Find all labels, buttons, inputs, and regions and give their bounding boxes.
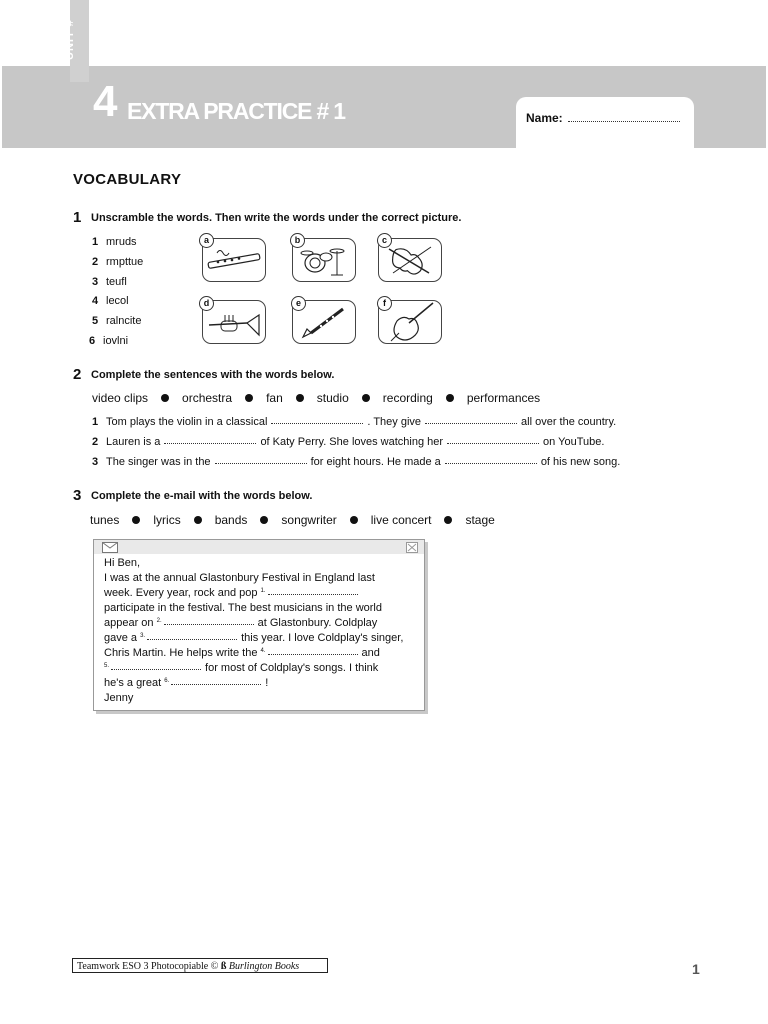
- exercise-3-number: 3: [73, 487, 82, 504]
- email-line: Chris Martin. He helps write the $^{4.}$ and: [104, 647, 380, 659]
- picture-label-c: c: [377, 233, 392, 248]
- unit-label: UNIT #: [64, 19, 76, 60]
- word-bank-item: live concert: [370, 513, 432, 527]
- bullet-icon: [350, 516, 358, 524]
- list-item: 4 lecol: [92, 295, 129, 307]
- email-line: week. Every year, rock and pop $^{1.}$: [104, 587, 362, 599]
- email-line: I was at the annual Glastonbury Festival in England last: [104, 572, 375, 584]
- email-line: he's a great $^{6.}$ !: [104, 677, 269, 689]
- answer-blank[interactable]: [268, 594, 358, 595]
- word-bank-item: tunes: [90, 513, 120, 527]
- exercise-3-instruction: Complete the e-mail with the words below.: [91, 490, 313, 502]
- picture-label-e: e: [291, 296, 306, 311]
- answer-blank[interactable]: [271, 423, 363, 424]
- answer-blank[interactable]: [215, 463, 307, 464]
- email-line: participate in the festival. The best musicians in the world: [104, 602, 382, 614]
- answer-blank[interactable]: [171, 684, 261, 685]
- bullet-icon: [362, 394, 370, 402]
- word-bank-item: orchestra: [182, 391, 233, 405]
- exercise-2-number: 2: [73, 366, 82, 383]
- exercise-1-number: 1: [73, 209, 82, 226]
- email-title-bar: [94, 540, 424, 554]
- word-bank-2: [92, 391, 540, 405]
- list-item: 5 ralncite: [92, 315, 142, 327]
- sentence: 3 The singer was in the for eight hours. He made a of his new song.: [92, 456, 621, 468]
- page-title: EXTRA PRACTICE # 1: [127, 98, 345, 124]
- email-line: gave a $^{3.}$ this year. I love Coldplay's singer,: [104, 632, 404, 644]
- picture-label-a: a: [199, 233, 214, 248]
- word-bank-item: studio: [316, 391, 349, 405]
- bullet-icon: [161, 394, 169, 402]
- answer-blank[interactable]: [447, 443, 539, 444]
- bullet-icon: [245, 394, 253, 402]
- word-bank-item: songwriter: [281, 513, 337, 527]
- burlington-logo-icon: ß: [220, 961, 227, 972]
- answer-blank[interactable]: [445, 463, 537, 464]
- word-bank-item: stage: [465, 513, 495, 527]
- name-field[interactable]: [568, 121, 680, 122]
- email-line: appear on $^{2.}$ at Glastonbury. Coldplay: [104, 617, 378, 629]
- word-bank-item: fan: [266, 391, 283, 405]
- section-title: VOCABULARY: [73, 171, 182, 188]
- list-item: 6 iovlni: [89, 335, 129, 347]
- email-signoff: Jenny: [104, 692, 134, 704]
- picture-label-d: d: [199, 296, 214, 311]
- word-bank-item: lyrics: [153, 513, 181, 527]
- close-icon[interactable]: [406, 542, 418, 553]
- bullet-icon: [446, 394, 454, 402]
- name-label: Name:: [526, 111, 563, 125]
- email-window: [93, 539, 425, 711]
- page-number: 1: [692, 961, 700, 977]
- bullet-icon: [444, 516, 452, 524]
- sentence: 2 Lauren is a of Katy Perry. She loves watching her on YouTube.: [92, 436, 605, 448]
- answer-blank[interactable]: [164, 624, 254, 625]
- answer-blank[interactable]: [147, 639, 237, 640]
- unit-number: 4: [93, 77, 118, 126]
- list-item: 3 teufl: [92, 276, 127, 288]
- footer-credit: Teamwork ESO 3 Photocopiable © ß Burlington Books: [72, 958, 328, 973]
- answer-blank[interactable]: [425, 423, 517, 424]
- answer-blank[interactable]: [268, 654, 358, 655]
- email-line: $^{5.}$ for most of Coldplay's songs. I think: [104, 662, 379, 674]
- sentence: 1 Tom plays the violin in a classical . They give all over the country.: [92, 416, 617, 428]
- picture-label-f: f: [377, 296, 392, 311]
- bullet-icon: [194, 516, 202, 524]
- flute-icon: [203, 239, 265, 281]
- answer-blank[interactable]: [111, 669, 201, 670]
- exercise-1-instruction: Unscramble the words. Then write the words under the correct picture.: [91, 212, 462, 224]
- word-bank-item: recording: [382, 391, 433, 405]
- bullet-icon: [296, 394, 304, 402]
- list-item: 1 mruds: [92, 236, 137, 248]
- list-item: 2 rmpttue: [92, 256, 144, 268]
- word-bank-item: bands: [214, 513, 248, 527]
- bullet-icon: [132, 516, 140, 524]
- word-bank-3: [90, 513, 495, 527]
- word-bank-item: video clips: [92, 391, 149, 405]
- bullet-icon: [260, 516, 268, 524]
- answer-blank[interactable]: [164, 443, 256, 444]
- word-bank-item: performances: [466, 391, 541, 405]
- picture-label-b: b: [290, 233, 305, 248]
- email-greeting: Hi Ben,: [104, 557, 141, 569]
- exercise-2-instruction: Complete the sentences with the words below.: [91, 369, 335, 381]
- envelope-icon: [102, 542, 118, 553]
